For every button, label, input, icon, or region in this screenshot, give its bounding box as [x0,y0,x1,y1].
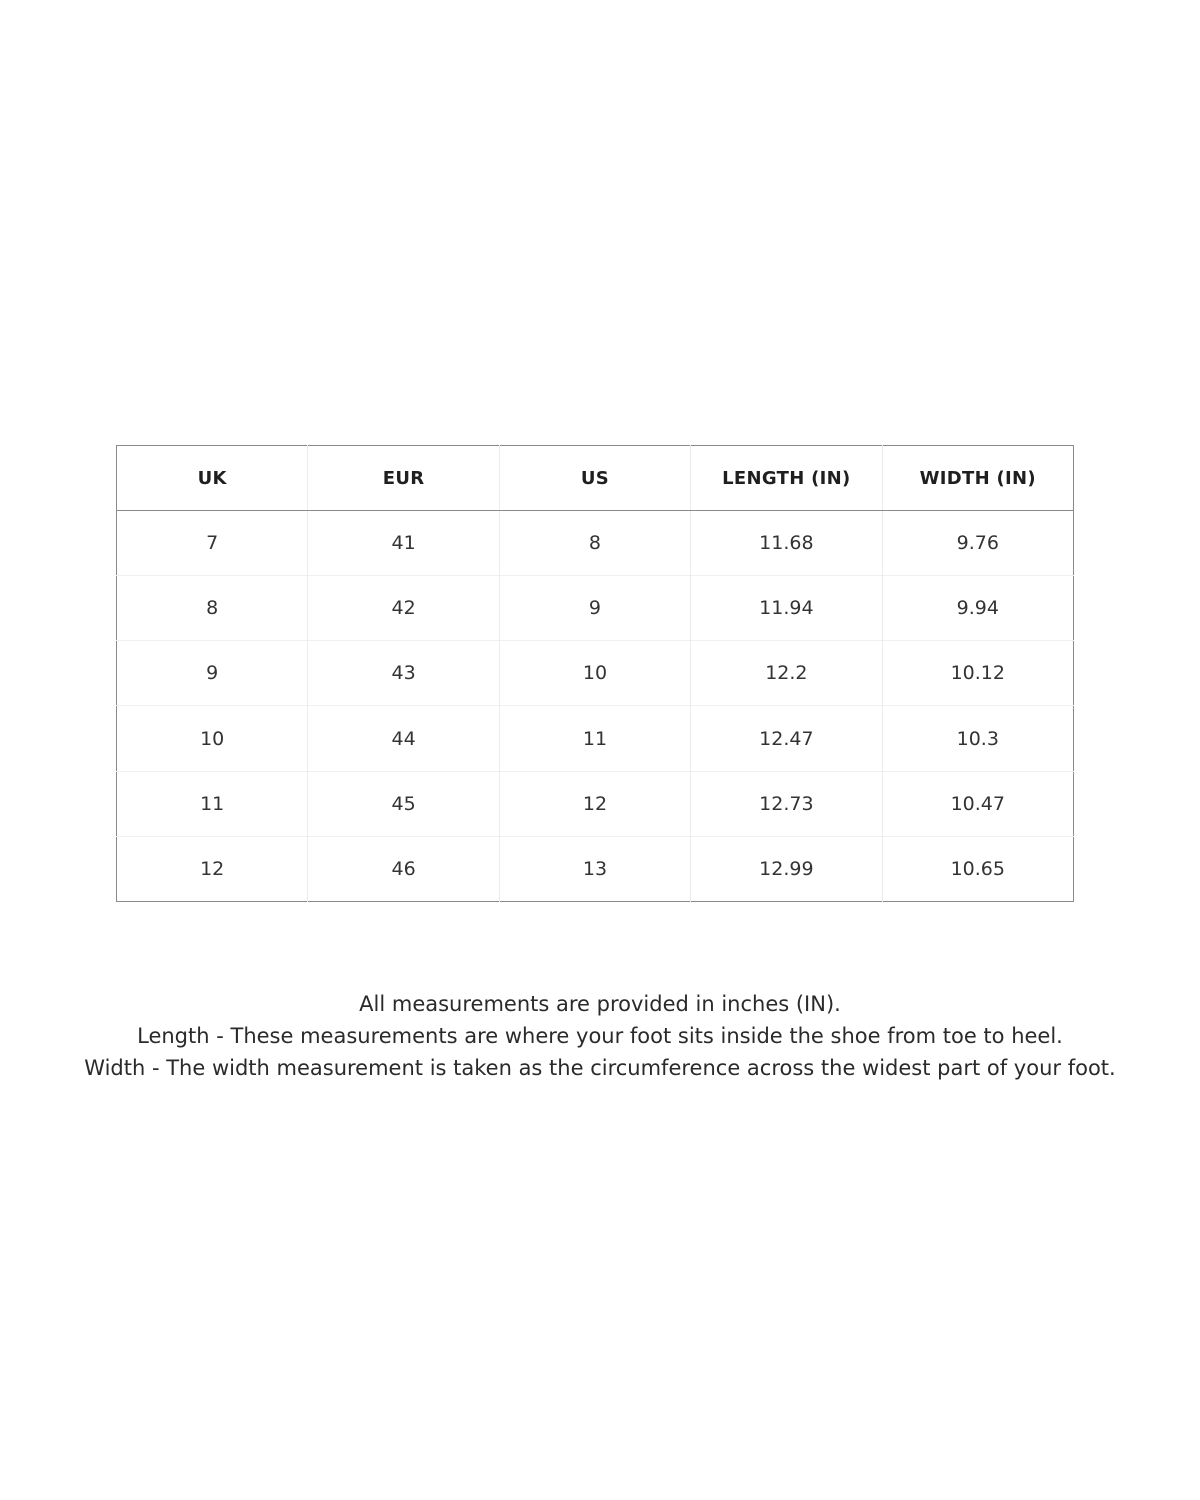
size-chart-table [116,445,1074,902]
cell-width: 10.47 [882,771,1073,836]
note-width: Width - The width measurement is taken as the circumference across the widest part of your foot. [84,1056,1116,1080]
cell-eur: 42 [308,576,499,641]
table-header [117,446,1074,511]
cell-eur: 46 [308,836,499,901]
table-body [117,511,1074,902]
cell-eur: 43 [308,641,499,706]
cell-us: 10 [499,641,690,706]
cell-eur: 44 [308,706,499,771]
cell-uk: 11 [117,771,308,836]
cell-width: 10.3 [882,706,1073,771]
table-row [117,706,1074,771]
cell-us: 12 [499,771,690,836]
cell-eur: 45 [308,771,499,836]
cell-uk: 12 [117,836,308,901]
cell-length: 12.2 [691,641,882,706]
header-length: LENGTH (IN) [691,446,882,511]
cell-uk: 8 [117,576,308,641]
header-width: WIDTH (IN) [882,446,1073,511]
table-row [117,771,1074,836]
cell-width: 10.12 [882,641,1073,706]
header-uk: UK [117,446,308,511]
cell-uk: 7 [206,532,219,555]
note-length: Length - These measurements are where your foot sits inside the shoe from toe to heel. [137,1024,1063,1048]
cell-us: 9 [499,576,690,641]
header-eur: EUR [308,446,499,511]
cell-us: 13 [499,836,690,901]
cell-uk: 9 [117,641,308,706]
table-row [117,836,1074,901]
cell-length: 11.68 [691,511,882,576]
cell-length: 11.94 [691,576,882,641]
cell-width: 9.94 [882,576,1073,641]
cell-us: 11 [499,706,690,771]
cell-length: 12.99 [691,836,882,901]
table-row [117,641,1074,706]
cell-length: 12.47 [691,706,882,771]
header-row [117,446,1074,511]
header-us: US [499,446,690,511]
note-units: All measurements are provided in inches (IN). [359,992,841,1016]
cell-uk: 10 [117,706,308,771]
table-row [117,511,1074,576]
cell-eur: 41 [308,511,499,576]
cell-us: 8 [499,511,690,576]
cell-width: 10.65 [882,836,1073,901]
cell-length: 12.73 [691,771,882,836]
measurement-notes [0,988,1200,1084]
table-row [117,576,1074,641]
cell-width: 9.76 [882,511,1073,576]
